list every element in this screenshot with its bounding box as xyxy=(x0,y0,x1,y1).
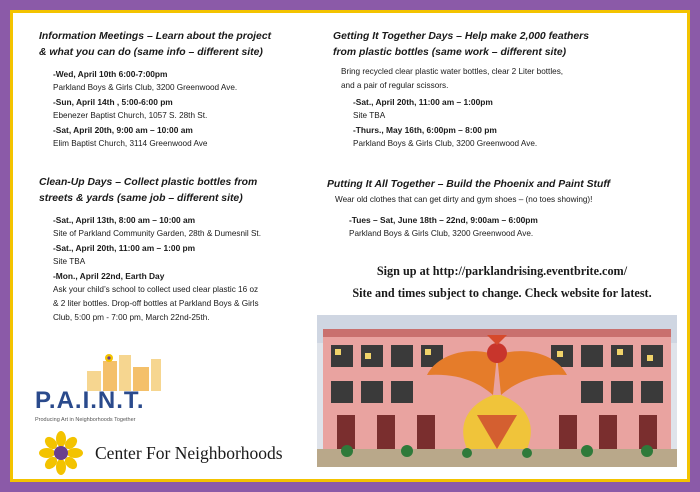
cfn-name: Center For Neighborhoods xyxy=(95,443,283,463)
phoenix-desc: Wear old clothes that can get dirty and gym shoes – (no toes showing)! xyxy=(335,195,593,204)
info-heading-2: & what you can do (same info – different site) xyxy=(39,47,263,58)
cfn-logo xyxy=(33,431,303,475)
together-date-1: -Sat., April 20th, 11:00 am – 1:00pm xyxy=(353,97,493,107)
cleanup-place-2: Site TBA xyxy=(53,257,86,266)
notice-text: Site and times subject to change. Check website for latest. xyxy=(352,286,652,300)
phoenix-date: -Tues – Sat, June 18th – 22nd, 9:00am – 6:00pm xyxy=(349,215,538,225)
phoenix-section xyxy=(327,177,683,241)
together-desc-1: Bring recycled clear plastic water bottles, clear 2 Liter bottles, xyxy=(341,67,564,76)
together-date-2: -Thurs., May 16th, 6:00pm – 8:00 pm xyxy=(353,125,497,135)
cleanup-date-2: -Sat., April 20th, 11:00 am – 1:00 pm xyxy=(53,243,196,253)
signup-text: Sign up at http://parklandrising.eventbrite.com/ xyxy=(376,264,628,278)
together-desc-2: and a pair of regular scissors. xyxy=(341,81,449,90)
getting-together-section xyxy=(333,29,683,151)
earth-day-line-3: Club, 5:00 pm - 7:00 pm, March 22nd-25th. xyxy=(53,313,210,322)
together-place-1: Site TBA xyxy=(353,111,386,120)
paint-subtitle: Producing Art in Neighborhoods Together xyxy=(35,417,136,423)
earth-day-line-1: Ask your child’s school to collect used clear plastic 16 oz xyxy=(53,285,259,294)
info-date-2: -Sun, April 14th , 5:00-6:00 pm xyxy=(53,97,173,107)
phoenix-heading: Putting It All Together – Build the Phoenix and Paint Stuff xyxy=(327,179,611,190)
cleanup-date-1: -Sat., April 13th, 8:00 am – 10:00 am xyxy=(53,215,196,225)
phoenix-place: Parkland Boys & Girls Club, 3200 Greenwood Ave. xyxy=(349,229,534,238)
together-heading-1: Getting It Together Days – Help make 2,000 feathers xyxy=(333,31,590,42)
info-meetings-section xyxy=(39,29,339,151)
info-place-2: Ebenezer Baptist Church, 1057 S. 28th St. xyxy=(53,111,208,120)
paint-logo xyxy=(35,353,185,433)
together-place-2: Parkland Boys & Girls Club, 3200 Greenwood Ave. xyxy=(353,139,538,148)
info-date-1: -Wed, April 10th 6:00-7:00pm xyxy=(53,69,168,79)
cleanup-heading-2: streets & yards (same job – different site) xyxy=(39,193,243,204)
info-heading-1: Information Meetings – Learn about the project xyxy=(39,31,272,42)
info-date-3: -Sat, April 20th, 9:00 am – 10:00 am xyxy=(53,125,193,135)
info-place-3: Elim Baptist Church, 3114 Greenwood Ave xyxy=(53,139,208,148)
together-heading-2: from plastic bottles (same work – different site) xyxy=(333,47,567,58)
phoenix-mural-illustration xyxy=(317,315,677,467)
paint-title: P.A.I.N.T. xyxy=(35,387,145,414)
earth-day-line-2: & 2 liter bottles. Drop-off bottles at Parkland Boys & Girls xyxy=(53,299,259,308)
info-place-1: Parkland Boys & Girls Club, 3200 Greenwood Ave. xyxy=(53,83,238,92)
cleanup-heading-1: Clean-Up Days – Collect plastic bottles from xyxy=(39,177,258,188)
flyer-card xyxy=(10,10,690,482)
sunflower-icon xyxy=(37,431,85,475)
signup-section xyxy=(319,260,685,304)
cleanup-section xyxy=(39,175,339,325)
cleanup-place-1: Site of Parkland Community Garden, 28th & Dumesnil St. xyxy=(53,229,261,238)
earth-day-date: -Mon., April 22nd, Earth Day xyxy=(53,271,165,281)
